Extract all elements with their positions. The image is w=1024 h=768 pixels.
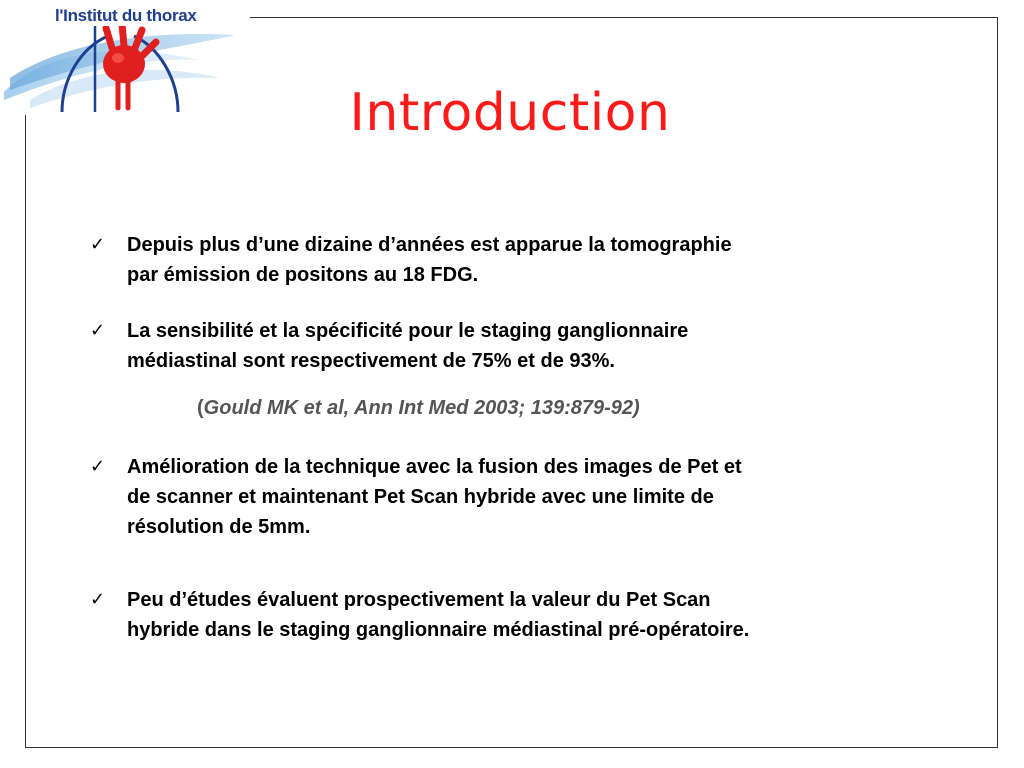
bullet-line: par émission de positons au 18 FDG. xyxy=(127,264,479,286)
slide-title: Introduction xyxy=(349,83,671,143)
logo-text: l'Institut du thorax xyxy=(51,6,201,26)
checkmark-icon: ✓ xyxy=(90,589,106,610)
bullet-text-3 xyxy=(127,452,927,542)
bullet-line: Peu d’études évaluent prospectivement la valeur du Pet Scan xyxy=(127,589,711,611)
citation xyxy=(197,393,640,423)
bullet-line: de scanner et maintenant Pet Scan hybride avec une limite de xyxy=(127,486,714,508)
logo xyxy=(0,0,250,115)
bullet-text-2 xyxy=(127,316,927,376)
bullet-line: Depuis plus d’une dizaine d’années est apparue la tomographie xyxy=(127,234,732,256)
checkmark-icon: ✓ xyxy=(90,320,106,341)
bullet-text-1 xyxy=(127,230,927,290)
checkmark-icon: ✓ xyxy=(90,234,106,255)
bullet-text-4 xyxy=(127,585,927,645)
citation-text: Gould MK et al, Ann Int Med 2003; 139:879-92) xyxy=(203,397,640,419)
checkmark-icon: ✓ xyxy=(90,456,106,477)
bullet-line: La sensibilité et la spécificité pour le staging ganglionnaire xyxy=(127,320,689,342)
citation-open-paren: ( xyxy=(197,397,204,419)
bullet-line: résolution de 5mm. xyxy=(127,516,311,538)
bullet-line: médiastinal sont respectivement de 75% et de 93%. xyxy=(127,350,615,372)
bullet-line: hybride dans le staging ganglionnaire médiastinal pré-opératoire. xyxy=(127,619,750,641)
bullet-line: Amélioration de la technique avec la fusion des images de Pet et xyxy=(127,456,742,478)
